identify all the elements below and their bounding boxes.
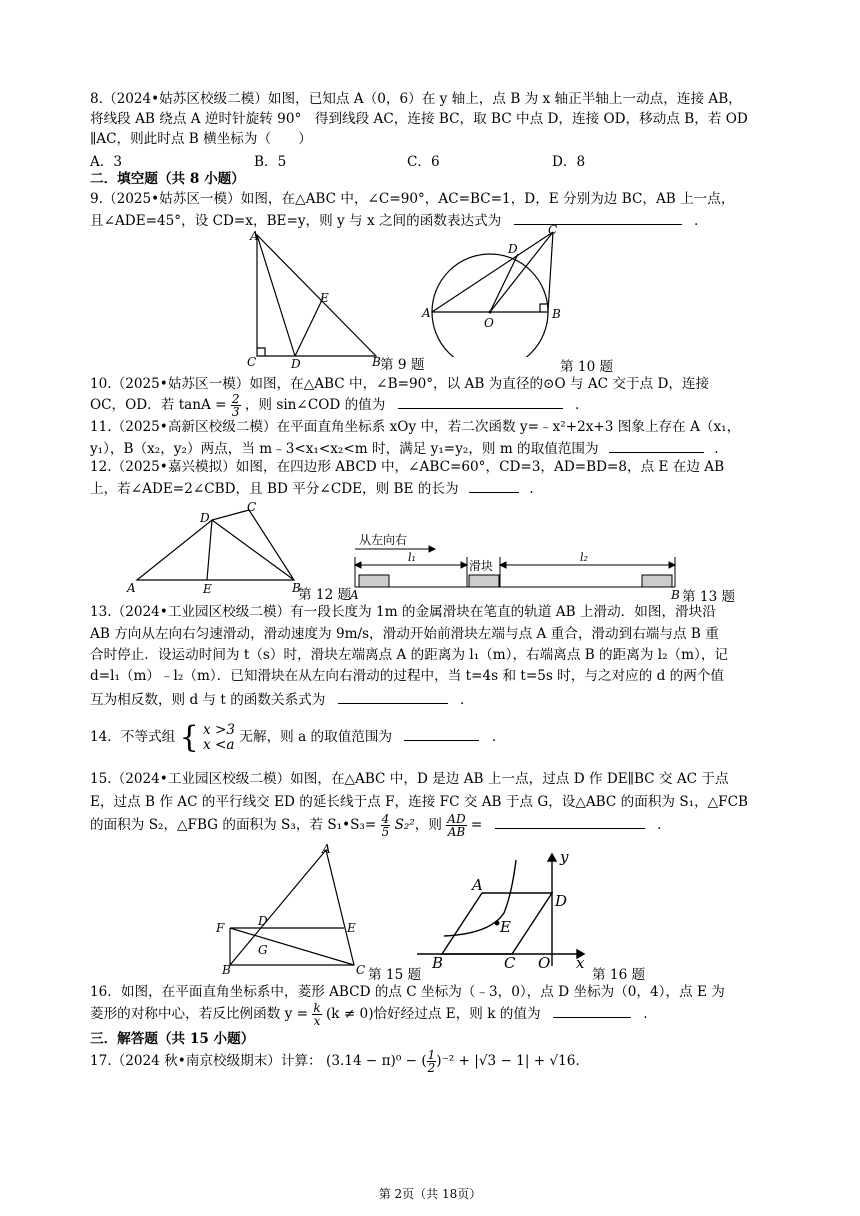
- q8-choice-c: C．6: [407, 154, 440, 170]
- fig13-caption: 第 13 题: [682, 589, 736, 605]
- fig12-label-e: E: [203, 582, 212, 596]
- fig13-label-l2: l₂: [580, 551, 588, 564]
- fig16-label-a: A: [472, 876, 483, 894]
- q15-line1: 15.（2024•工业园区校级二模）如图，在△ABC 中，D 是边 AB 上一点，过点 D 作 DE∥BC 交 AC 于点: [90, 771, 729, 787]
- q8-line2: 将线段 AB 绕点 A 逆时针旋转 90° 得到线段 AC，连接 BC，取 BC 中点 D，连接 OD，移动点 B，若 OD: [90, 111, 748, 127]
- fig15-label-b: B: [222, 963, 231, 977]
- figure-12: [122, 500, 312, 600]
- q8-line1: 8.（2024•姑苏区校级二模）如图，已知点 A（0，6）在 y 轴上，点 B 为 x 轴正半轴上一动点，连接 AB，: [90, 91, 742, 107]
- figure-13: [345, 527, 685, 602]
- q15-line2: E，过点 B 作 AC 的平行线交 ED 的延长线于点 F，连接 FC 交 AB 于点 G，设△ABC 的面积为 S₁，△FCB: [90, 794, 748, 810]
- fig10-label-d: D: [508, 242, 518, 256]
- q15-fraction-ad-ab: $\frac{AD}{AB}$: [447, 812, 466, 839]
- page-footer: 第 2页（共 18页）: [378, 1187, 482, 1201]
- fig13-arrow-text: 从左向右: [359, 533, 408, 547]
- fig16-label-x: x: [576, 954, 585, 972]
- fig16-label-y: y: [560, 848, 569, 866]
- q11-line1: 11.（2025•高新区校级二模）在平面直角坐标系 xOy 中，若二次函数 y=﹣x²+2x+3 图象上存在 A（x₁，: [90, 419, 741, 435]
- fig12-label-a: A: [127, 581, 136, 595]
- q13-line2: AB 方向从左向右匀速滑动，滑动速度为 9m/s，滑动开始前滑块左端与点 A 重合，滑动到右端与点 B 重: [90, 626, 719, 642]
- q10-line1: 10.（2025•姑苏区一模）如图，在△ABC 中，∠B=90°，以 AB 为直径的⊙O 与 AC 交于点 D，连接: [90, 376, 710, 392]
- fig10-label-c: C: [548, 223, 558, 237]
- figure-15: [212, 840, 377, 978]
- q15-line3: 的面积为 S₂，△FBG 的面积为 S₃，若 S₁•S₃= $\frac{4}{5}$ S₂²，则 $\frac{AD}{AB}$ = .: [90, 812, 662, 839]
- q14-line: 14．不等式组 { x >3 x <a 无解，则 a 的取值范围为 .: [90, 720, 497, 755]
- fig12-label-d: D: [200, 511, 210, 525]
- q10-fraction: $\frac{2}{3}$: [231, 392, 240, 419]
- q16-fraction-k-x: $\frac{k}{x}$: [313, 1001, 321, 1028]
- fig12-caption: 第 12 题: [298, 587, 352, 603]
- q12-line1: 12.（2025•嘉兴模拟）如图，在四边形 ABCD 中，∠ABC=60°，CD=3，AD=BD=8，点 E 在边 AB: [90, 459, 725, 475]
- q15-fraction-four-fifths: $\frac{4}{5}$: [381, 812, 390, 839]
- q9-line1: 9.（2025•姑苏区一模）如图，在△ABC 中，∠C=90°，AC=BC=1，D，E 分别为边 BC，AB 上一点，: [90, 191, 735, 207]
- fig9-label-b: B: [372, 355, 381, 368]
- q16-line2: 菱形的对称中心，若反比例函数 y = $\frac{k}{x}$ (k ≠ 0)恰好经过点 E，则 k 的值为 .: [90, 1001, 648, 1028]
- fig15-caption: 第 15 题: [368, 967, 422, 983]
- q12-line2: 上，若∠ADE=2∠CBD，且 BD 平分∠CDE，则 BE 的长为 .: [90, 478, 534, 498]
- q8-line3: ∥AC，则此时点 B 横坐标为（ ）: [90, 131, 312, 147]
- fig9-label-c: C: [247, 355, 257, 368]
- fig16-label-b: B: [432, 954, 444, 972]
- fig15-label-a: A: [322, 842, 331, 856]
- fig15-label-d: D: [258, 914, 268, 928]
- fig15-label-g: G: [258, 943, 268, 957]
- q12-answer-blank[interactable]: [469, 478, 519, 493]
- fig13-label-b: B: [671, 588, 680, 602]
- fig16-label-e: E: [500, 918, 511, 936]
- fig12-label-c: C: [247, 500, 257, 514]
- figure-9: [240, 228, 390, 368]
- fig15-label-c: C: [356, 963, 366, 977]
- fig13-label-a: A: [350, 588, 359, 602]
- q13-line4: d=l₁（m）﹣l₂（m）．已知滑块在从左向右滑动的过程中，当 t=4s 和 t=5s 时，与之对应的 d 的两个值: [90, 668, 725, 684]
- q8-choice-a: A．3: [90, 154, 123, 170]
- section-fill-in-title: 二．填空题（共 8 小题）: [90, 171, 245, 187]
- q16-answer-blank[interactable]: [553, 1003, 631, 1018]
- fig16-caption: 第 16 题: [592, 967, 646, 983]
- q17-fraction-half: $\frac{1}{2}$: [427, 1048, 436, 1075]
- q14-inequality-system: { x >3 x <a: [179, 720, 236, 755]
- fig9-label-d: D: [291, 357, 301, 368]
- q9-line2: 且∠ADE=45°，设 CD=x，BE=y，则 y 与 x 之间的函数表达式为 .: [90, 210, 698, 230]
- fig12-label-b: B: [292, 581, 301, 595]
- q17-line: 17.（2024 秋•南京校级期末）计算： (3.14 − π)⁰ − ( $\frac{1}{2}$ )⁻² + |√3 − 1| + √16.: [90, 1048, 580, 1075]
- fig10-label-a: A: [422, 306, 431, 320]
- q14-answer-blank[interactable]: [404, 726, 479, 741]
- fig9-caption: 第 9 题: [380, 357, 425, 373]
- q8-choice-b: B．5: [254, 154, 287, 170]
- figure-10: [420, 222, 570, 357]
- section-answer-title: 三．解答题（共 15 小题）: [90, 1031, 255, 1047]
- q13-line1: 13.（2024•工业园区校级二模）有一段长度为 1m 的金属滑块在笔直的轨道 AB 上滑动．如图，滑块沿: [90, 604, 716, 620]
- q10-line2: OC，OD．若 tanA = $\frac{2}{3}$ ，则 sin∠COD 的值为 .: [90, 392, 580, 419]
- fig16-label-o: O: [538, 954, 551, 972]
- q10-answer-blank[interactable]: [398, 394, 563, 409]
- q11-line2: y₁），B（x₂，y₂）两点，当 m﹣3<x₁<x₂<m 时，满足 y₁=y₂，则 m 的取值范围为 .: [90, 438, 719, 458]
- q13-answer-blank[interactable]: [338, 689, 448, 704]
- q13-line5: 互为相反数，则 d 与 t 的函数关系式为 .: [90, 689, 464, 709]
- fig10-label-o: O: [484, 316, 494, 330]
- q8-choice-d: D．8: [552, 154, 586, 170]
- q11-answer-blank[interactable]: [609, 438, 704, 453]
- q16-line1: 16．如图，在平面直角坐标系中，菱形 ABCD 的点 C 坐标为（﹣3，0），点 D 坐标为（0，4），点 E 为: [90, 984, 725, 1000]
- fig9-label-a: A: [250, 229, 259, 243]
- fig15-label-f: F: [216, 921, 225, 935]
- fig16-label-c: C: [504, 954, 516, 972]
- fig13-slider-text: 滑块: [469, 559, 494, 573]
- fig10-caption: 第 10 题: [560, 359, 614, 375]
- figure-16: [412, 848, 592, 973]
- q13-line3: 合时停止．设运动时间为 t（s）时，滑块左端离点 A 的距离为 l₁（m），右端离点 B 的距离为 l₂（m），记: [90, 647, 729, 663]
- fig15-label-e: E: [347, 921, 356, 935]
- q15-answer-blank[interactable]: [495, 814, 645, 829]
- fig9-label-e: E: [320, 291, 329, 305]
- fig16-label-d: D: [555, 892, 568, 910]
- fig10-label-b: B: [552, 307, 561, 321]
- fig13-label-l1: l₁: [408, 551, 416, 564]
